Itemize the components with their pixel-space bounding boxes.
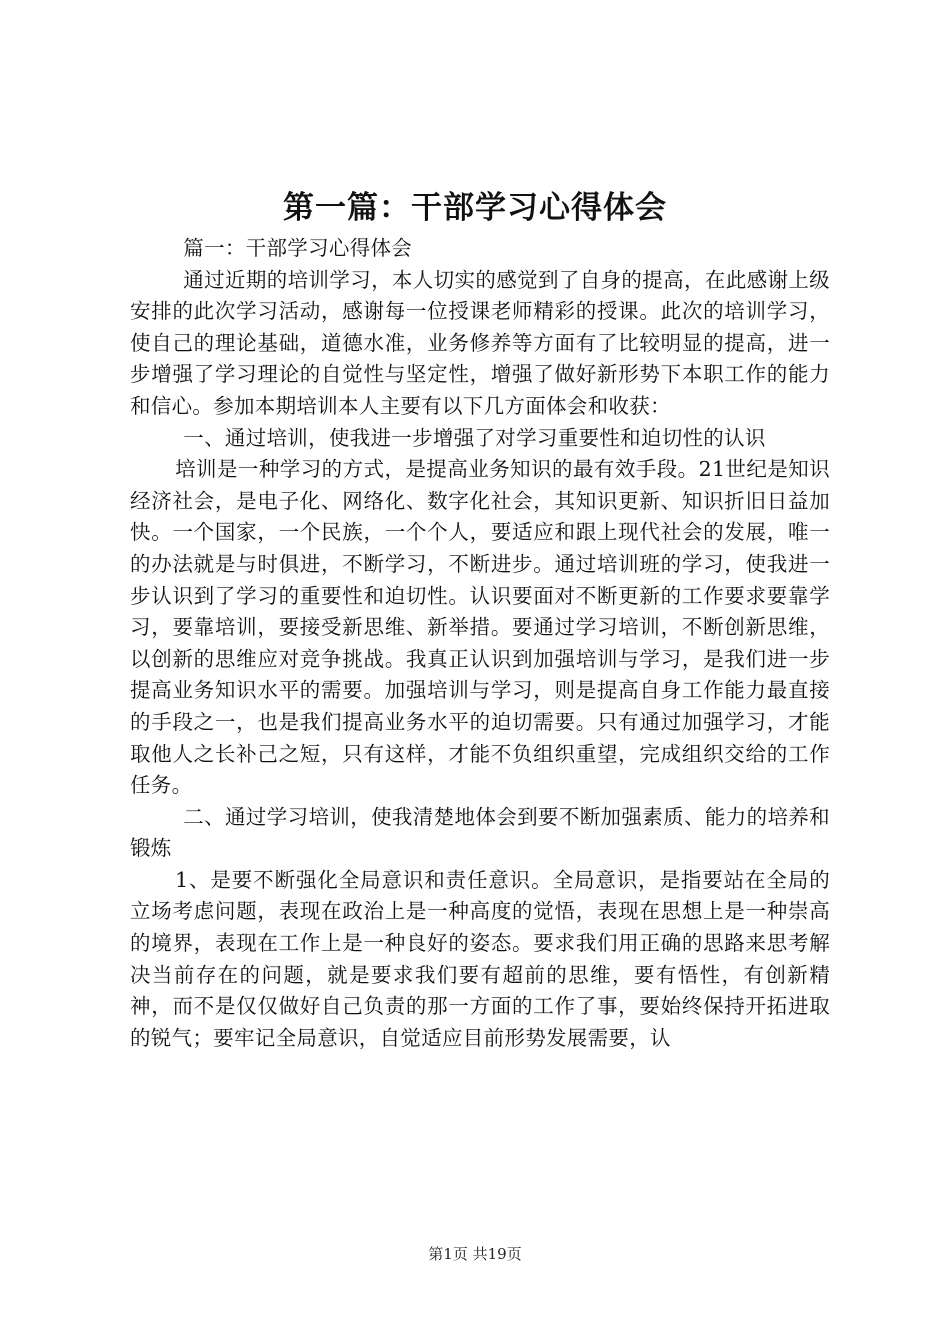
subheading-two: 二、通过学习培训，使我清楚地体会到要不断加强素质、能力的培养和锻炼 <box>130 804 830 861</box>
paragraph-global-awareness: 1、是要不断强化全局意识和责任意识。全局意识，是指要站在全局的立场考虑问题，表现在政治上是一种高度的觉悟，表现在思想上是一种崇高的境界，表现在工作上是一种良好的姿态。要求我们用正确的思路来思考解决当前存在的问题，就是要求我们要有超前的思维，要有悟性，有创新精神，而不是仅仅做好自己负责的那一方面的工作了事，要始终保持开拓进取的锐气；要牢记全局意识，自觉适应目前形势发展需要，认 <box>130 867 830 1050</box>
section-heading: 篇一：干部学习心得体会 <box>183 236 413 260</box>
paragraph-training: 培训是一种学习的方式，是提高业务知识的最有效手段。21世纪是知识经济社会，是电子化、网络化、数字化社会，其知识更新、知识折旧日益加快。一个国家，一个民族，一个个人，要适应和跟上现代社会的发展，唯一的办法就是与时俱进，不断学习，不断进步。通过培训班的学习，使我进一步认识到了学习的重要性和迫切性。认识要面对不断更新的工作要求要靠学习，要靠培训，要接受新思维、新举措。要通过学习培训，不断创新思维，以创新的思维应对竞争挑战。我真正认识到加强培训与学习，是我们进一步提高业务知识水平的需要。加强培训与学习，则是提高自身工作能力最直接的手段之一，也是我们提高业务水平的迫切需要。只有通过加强学习，才能取他人之长补己之短，只有这样，才能不负组织重望，完成组织交给的工作任务。 <box>130 457 830 798</box>
subheading-one: 一、通过培训，使我进一步增强了对学习重要性和迫切性的认识 <box>183 425 766 450</box>
paragraph-intro: 通过近期的培训学习，本人切实的感觉到了自身的提高，在此感谢上级安排的此次学习活动，感谢每一位授课老师精彩的授课。此次的培训学习，使自己的理论基础，道德水准，业务修养等方面有了比较明显的提高，进一步增强了学习理论的自觉性与坚定性，增强了做好新形势下本职工作的能力和信心。参加本期培训本人主要有以下几方面体会和收获： <box>130 267 830 418</box>
document-title: 第一篇：干部学习心得体会 <box>283 190 667 226</box>
document-body <box>130 233 830 1054</box>
page-footer: 第1页 共19页 <box>428 1245 522 1263</box>
